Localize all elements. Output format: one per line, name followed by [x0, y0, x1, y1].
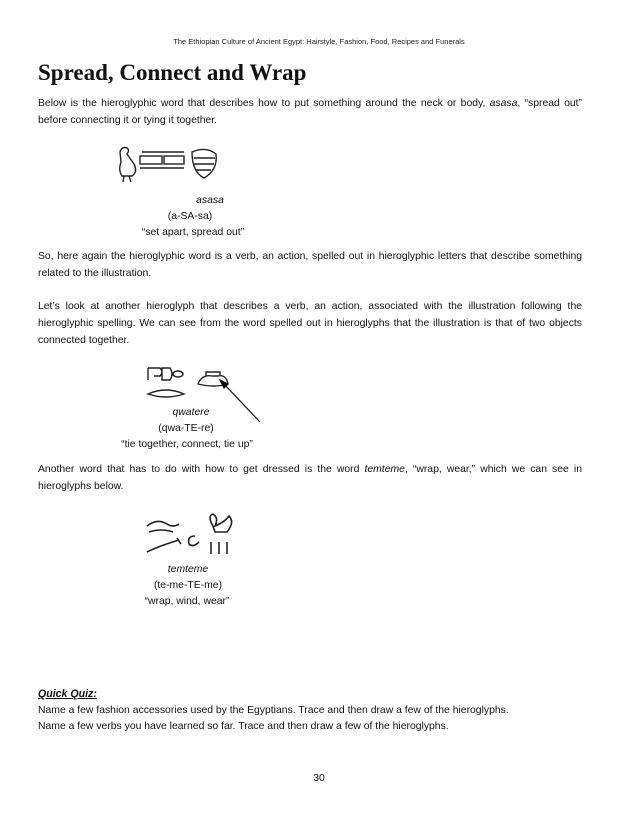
- plural-strokes-icon: [211, 542, 227, 554]
- bundle-wraps-icon: [194, 158, 215, 170]
- rope-glyph-icon: [147, 521, 179, 526]
- intro-text-before: Below is the hieroglyphic word that describes how to put something around the neck or body,: [38, 98, 490, 109]
- word3-transliteration: [0, 562, 376, 578]
- intro-word: asasa: [489, 98, 518, 109]
- quiz-title: Quick Quiz:: [38, 688, 97, 700]
- section-title: Spread, Connect and Wrap: [38, 60, 307, 85]
- cloth-bolt-icon-2: [164, 156, 184, 164]
- para4-text-after: , “wrap, wear,” which we can see in hieroglyphs below.: [38, 464, 582, 492]
- loaf-glyph-icon: [173, 371, 183, 377]
- word3-meaning: “wrap, wind, wear”: [144, 596, 230, 607]
- asasa-hieroglyph-image: [112, 142, 222, 184]
- lotus-glyph-icon: [210, 514, 232, 532]
- word2-meaning: “tie together, connect, tie up”: [121, 439, 253, 450]
- word3-transliteration-text: temteme: [167, 564, 209, 575]
- word1-meaning: “set apart, spread out”: [141, 227, 245, 238]
- rope-glyph-icon-2: [149, 530, 173, 532]
- vulture-icon: [120, 148, 136, 177]
- word1-syllables: (a-SA-sa): [167, 211, 213, 222]
- intro-paragraph: [38, 95, 582, 129]
- vulture-legs-icon: [123, 176, 131, 182]
- para4-word: temteme: [364, 464, 405, 475]
- paragraph-2: So, here again the hieroglyphic word is a verb, an action, spelled out in hieroglyphic letters that describe something related to the illustration.: [38, 251, 582, 279]
- para4-text-before: Another word that has to do with how to get dressed is the word: [38, 464, 365, 475]
- basket-glyph-icon: [148, 368, 172, 380]
- running-header: The Ethiopian Culture of Ancient Egypt: Hairstyle, Fashion, Food, Recipes and Funerals: [173, 37, 465, 46]
- word2-syllables: (qwa-TE-re): [158, 423, 214, 434]
- word1-transliteration-text: asasa: [196, 195, 224, 206]
- quiz-question-2: Name a few verbs you have learned so far. Trace and then draw a few of the hieroglyphs.: [38, 721, 449, 732]
- word2-transliteration-text: qwatere: [172, 407, 210, 418]
- temteme-hieroglyph-image: [143, 512, 243, 560]
- word3-syllables: (te-me-TE-me): [153, 580, 223, 591]
- cloth-bolt-icon-1: [140, 156, 162, 164]
- mouth-glyph-icon: [148, 390, 184, 397]
- coil-glyph-icon: [189, 536, 199, 546]
- quiz-question-1: Name a few fashion accessories used by the Egyptians. Trace and then draw a few of the hieroglyphs.: [38, 705, 509, 716]
- paragraph-4: [38, 461, 582, 495]
- word1-transliteration: [0, 193, 420, 209]
- word2-transliteration: [0, 405, 382, 421]
- page-number: 30: [313, 773, 325, 784]
- intro-text-after: , “spread out” before connecting it or tying it together.: [38, 98, 583, 126]
- paragraph-3: Let’s look at another hieroglyph that describes a verb, an action, associated with the illustration following the hieroglyphic spelling. We can see from the word spelled out in hieroglyphs that the illustration is that of two objects connected together.: [38, 301, 582, 346]
- sickle-glyph-icon: [147, 540, 179, 552]
